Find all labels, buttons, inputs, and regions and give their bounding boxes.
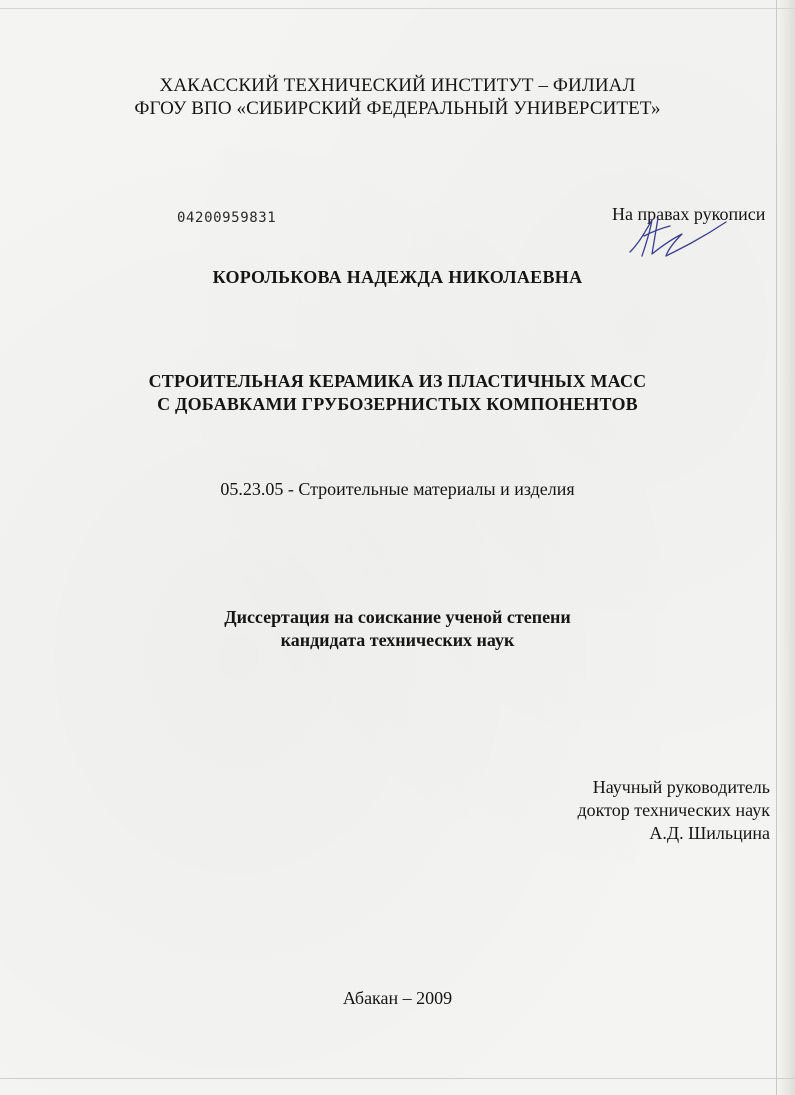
institution-line-1: ХАКАССКИЙ ТЕХНИЧЕСКИЙ ИНСТИТУТ – ФИЛИАЛ: [159, 75, 636, 96]
page-edge-shadow: [777, 0, 795, 1095]
author-name: КОРОЛЬКОВА НАДЕЖДА НИКОЛАЕВНА: [212, 267, 583, 287]
advisor-name: А.Д. Шильцина: [649, 823, 770, 843]
advisor-role: Научный руководитель: [592, 777, 770, 797]
signature-mark: [622, 212, 732, 260]
degree-statement: [0, 606, 795, 652]
institution-header: [0, 74, 795, 120]
dissertation-title: [0, 370, 795, 416]
degree-line-1: Диссертация на соискание ученой степени: [224, 607, 571, 627]
manuscript-note: На правах рукописи: [612, 204, 766, 224]
advisor-rank: доктор технических наук: [577, 800, 770, 820]
scan-edge-right: [776, 0, 777, 1095]
specialty-code: 05.23.05 - Строительные материалы и изделия: [220, 479, 575, 499]
scientific-advisor: [578, 776, 771, 845]
scan-edge-bottom: [0, 1078, 795, 1079]
scan-edge-top: [0, 8, 795, 9]
document-code: 04200959831: [177, 210, 277, 226]
institution-line-2: ФГОУ ВПО «СИБИРСКИЙ ФЕДЕРАЛЬНЫЙ УНИВЕРСИТЕТ»: [134, 98, 661, 119]
degree-line-2: кандидата технических наук: [280, 630, 515, 650]
city-year: Абакан – 2009: [342, 988, 453, 1008]
title-line-2: С ДОБАВКАМИ ГРУБОЗЕРНИСТЫХ КОМПОНЕНТОВ: [157, 394, 638, 414]
title-line-1: СТРОИТЕЛЬНАЯ КЕРАМИКА ИЗ ПЛАСТИЧНЫХ МАСС: [148, 371, 647, 391]
